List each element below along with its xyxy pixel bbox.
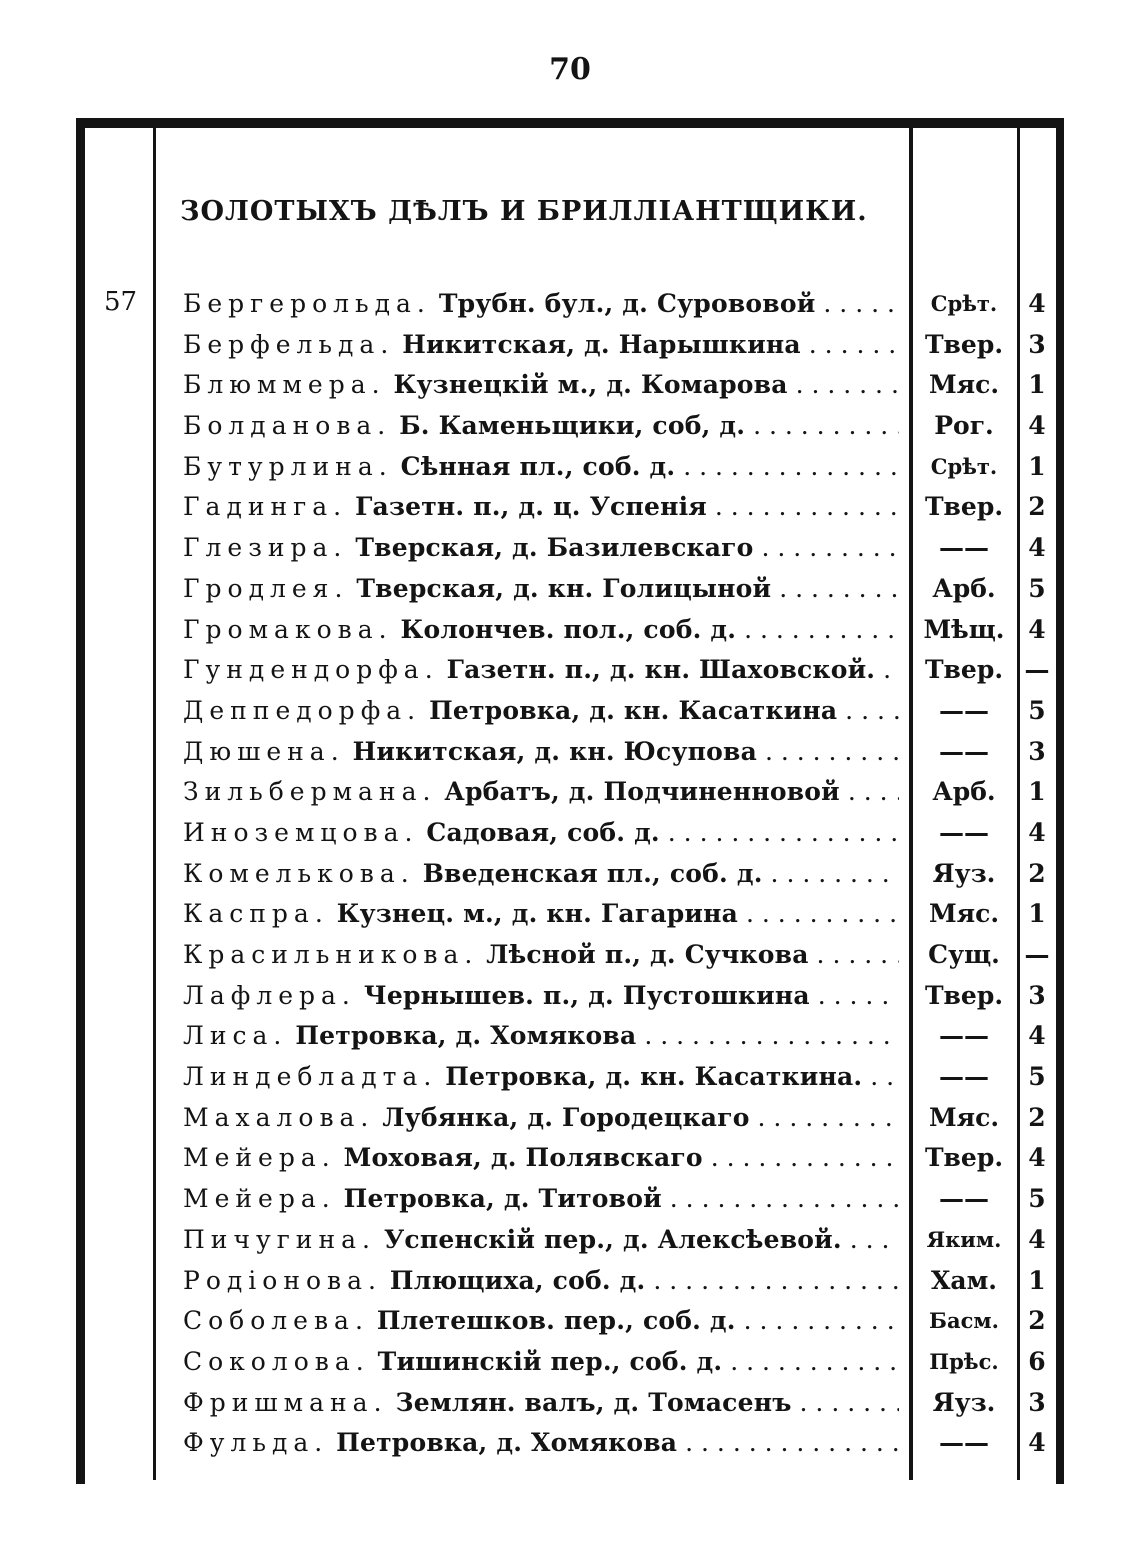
entry-district: Срѣт. bbox=[930, 291, 998, 316]
entry-district: Сущ. bbox=[928, 940, 1000, 969]
entry-district: Яуз. bbox=[932, 1387, 996, 1417]
entry-number: 5 bbox=[1028, 573, 1046, 603]
entry-number: 2 bbox=[1028, 858, 1046, 888]
list-item bbox=[0, 325, 1140, 366]
entry-address: Введенская пл., соб. д. bbox=[422, 858, 763, 888]
entry-text bbox=[183, 284, 899, 324]
entry-number: 3 bbox=[1028, 329, 1046, 359]
entry-surname: Фришмана. bbox=[183, 1387, 388, 1417]
list-item bbox=[0, 528, 1140, 569]
entry-number: 1 bbox=[1028, 370, 1046, 400]
entry-number: 4 bbox=[1028, 289, 1046, 318]
entry-district: Мѣщ. bbox=[923, 614, 1005, 644]
entry-surname: Мейера. bbox=[183, 1184, 336, 1214]
entry-number: 6 bbox=[1028, 1346, 1046, 1376]
list-item bbox=[0, 772, 1140, 813]
entry-surname: Громакова. bbox=[183, 614, 393, 644]
entry-number: 1 bbox=[1028, 899, 1046, 929]
top-rule bbox=[76, 118, 1064, 128]
entry-surname: Родіонова. bbox=[183, 1265, 382, 1295]
entry-number: — bbox=[1024, 655, 1050, 685]
entry-number: 4 bbox=[1028, 1143, 1046, 1173]
entry-surname: Деппедорфа. bbox=[183, 695, 422, 725]
entry-address: Петровка, д. Хомякова bbox=[336, 1428, 678, 1458]
entry-surname: Иноземцова. bbox=[183, 817, 419, 847]
entry-number: 3 bbox=[1028, 736, 1046, 766]
entry-district: Арб. bbox=[932, 573, 996, 603]
entry-text bbox=[183, 528, 899, 568]
entry-district: —— bbox=[939, 695, 989, 725]
margin-marker: 57 bbox=[104, 287, 138, 317]
entry-district: Басм. bbox=[929, 1308, 999, 1334]
entry-district: Срѣт. bbox=[930, 453, 998, 479]
list-item bbox=[0, 447, 1140, 488]
entry-address: Кузнецкій м., д. Комарова bbox=[393, 370, 788, 400]
entry-text bbox=[183, 1057, 899, 1097]
entry-address: Газетн. п., д. кн. Шаховской. bbox=[446, 655, 876, 685]
entry-surname: Каспра. bbox=[183, 899, 329, 929]
list-item bbox=[0, 487, 1140, 528]
entry-number: 4 bbox=[1028, 614, 1046, 644]
entry-surname: Соболева. bbox=[183, 1306, 369, 1336]
entry-address: Сѣнная пл., соб. д. bbox=[400, 451, 676, 481]
list-item bbox=[0, 1057, 1140, 1098]
entry-text bbox=[183, 1383, 899, 1423]
entry-number: 1 bbox=[1028, 1265, 1046, 1295]
entry-address: Петровка, д. Хомякова bbox=[295, 1021, 637, 1051]
list-item bbox=[0, 610, 1140, 651]
entry-district: —— bbox=[939, 533, 989, 563]
entry-surname: Гундендорфа. bbox=[183, 655, 439, 685]
list-item bbox=[0, 1098, 1140, 1139]
entry-text bbox=[183, 1301, 899, 1341]
entry-district: —— bbox=[939, 817, 989, 847]
entry-number: 5 bbox=[1028, 695, 1046, 725]
list-item bbox=[0, 1220, 1140, 1261]
entry-text bbox=[183, 610, 899, 650]
entry-district: Мяс. bbox=[928, 370, 1000, 400]
entry-district: Арб. bbox=[932, 777, 996, 807]
entry-number: 2 bbox=[1028, 492, 1046, 522]
entry-surname: Линдебладта. bbox=[183, 1062, 438, 1092]
entry-surname: Фульда. bbox=[183, 1428, 329, 1458]
entry-district: Яким. bbox=[926, 1226, 1002, 1252]
entry-number: 3 bbox=[1028, 980, 1046, 1010]
entry-address: Плетешков. пер., соб. д. bbox=[376, 1306, 736, 1336]
list-item bbox=[0, 854, 1140, 895]
entry-text bbox=[183, 854, 899, 894]
entry-text bbox=[183, 1016, 899, 1056]
entry-surname: Лафлера. bbox=[183, 980, 356, 1010]
entry-address: Б. Каменьщики, соб, д. bbox=[399, 411, 746, 441]
entry-text bbox=[183, 487, 899, 527]
list-item bbox=[0, 813, 1140, 854]
entry-number: 2 bbox=[1028, 1102, 1046, 1132]
entry-text bbox=[183, 365, 899, 405]
entry-address: Никитская, д. кн. Юсупова bbox=[352, 736, 757, 766]
entry-number: 3 bbox=[1028, 1387, 1046, 1417]
entry-address: Лубянка, д. Городецкаго bbox=[382, 1102, 750, 1132]
list-item bbox=[0, 1423, 1140, 1464]
entry-number: — bbox=[1024, 940, 1050, 969]
entry-text bbox=[183, 447, 899, 487]
entry-address: Кузнец. м., д. кн. Гагарина bbox=[336, 899, 739, 929]
entry-text bbox=[183, 1423, 899, 1463]
entry-address: Садовая, соб. д. bbox=[426, 817, 660, 847]
entry-address: Тверская, д. кн. Голицыной bbox=[356, 573, 772, 603]
entry-surname: Глезира. bbox=[183, 533, 348, 563]
entry-surname: Гродлея. bbox=[183, 573, 349, 603]
entry-number: 4 bbox=[1028, 1428, 1046, 1458]
entry-number: 4 bbox=[1028, 533, 1046, 563]
entry-address: Петровка, д. кн. Касаткина bbox=[429, 695, 838, 725]
list-item bbox=[0, 406, 1140, 447]
entry-address: Никитская, д. Нарышкина bbox=[402, 329, 801, 359]
entry-number: 2 bbox=[1028, 1306, 1046, 1336]
entry-text bbox=[183, 691, 899, 731]
list-item bbox=[0, 894, 1140, 935]
entry-district: Хам. bbox=[930, 1265, 997, 1295]
entry-district: —— bbox=[939, 736, 989, 766]
entry-district: Прѣс. bbox=[929, 1348, 999, 1374]
entry-surname: Пичугина. bbox=[183, 1224, 376, 1254]
entry-address: Плющиха, соб. д. bbox=[389, 1265, 646, 1295]
list-item bbox=[0, 365, 1140, 406]
entry-address: Тишинскій пер., соб. д. bbox=[377, 1346, 723, 1376]
list-item bbox=[0, 1138, 1140, 1179]
entry-district: Мяс. bbox=[928, 1102, 1000, 1132]
entry-surname: Махалова. bbox=[183, 1102, 375, 1132]
entry-district: Твер. bbox=[924, 329, 1004, 359]
directory-list bbox=[0, 284, 1140, 1464]
section-heading: ЗОЛОТЫХЪ ДѢЛЪ И БРИЛЛІАНТЩИКИ. bbox=[180, 196, 868, 227]
entry-surname: Болданова. bbox=[183, 411, 392, 441]
entry-text bbox=[183, 325, 899, 365]
entry-text bbox=[183, 650, 899, 690]
entry-surname: Гадинга. bbox=[183, 492, 348, 522]
list-item bbox=[0, 1301, 1140, 1342]
entry-surname: Бутурлина. bbox=[183, 451, 393, 481]
entry-district: Твер. bbox=[924, 980, 1004, 1010]
entry-number: 5 bbox=[1028, 1062, 1046, 1092]
entry-text bbox=[183, 1342, 899, 1382]
entry-text bbox=[183, 894, 899, 934]
list-item bbox=[0, 1261, 1140, 1302]
entry-number: 4 bbox=[1028, 1224, 1046, 1254]
entry-text bbox=[183, 1179, 899, 1219]
entry-district: Рог. bbox=[934, 411, 994, 441]
entry-address: Колончев. пол., соб. д. bbox=[400, 614, 737, 644]
entry-number: 4 bbox=[1028, 817, 1046, 847]
entry-address: Петровка, д. кн. Касаткина. bbox=[445, 1062, 863, 1092]
list-item bbox=[0, 691, 1140, 732]
entry-district: —— bbox=[939, 1021, 989, 1051]
entry-surname: Дюшена. bbox=[183, 736, 345, 766]
entry-district: —— bbox=[939, 1062, 989, 1092]
entry-address: Моховая, д. Полявскаго bbox=[343, 1143, 703, 1173]
list-item bbox=[0, 569, 1140, 610]
entry-text bbox=[183, 935, 899, 975]
entry-district: Твер. bbox=[924, 492, 1004, 522]
entry-address: Газетн. п., д. ц. Успенія bbox=[355, 492, 707, 522]
entry-district: Мяс. bbox=[928, 899, 1000, 929]
entry-text bbox=[183, 813, 899, 853]
entry-number: 1 bbox=[1028, 777, 1046, 807]
entry-text bbox=[183, 732, 899, 772]
entry-address: Успенскій пер., д. Алексѣевой. bbox=[383, 1224, 842, 1254]
entry-surname: Мейера. bbox=[183, 1143, 336, 1173]
entry-address: Арбатъ, д. Подчиненновой bbox=[444, 777, 840, 807]
entry-district: —— bbox=[939, 1428, 989, 1458]
list-item bbox=[0, 1016, 1140, 1057]
entry-text bbox=[183, 569, 899, 609]
entry-address: Трубн. бул., д. Сурововой bbox=[438, 289, 816, 318]
list-item bbox=[0, 284, 1140, 325]
entry-surname: Зильбермана. bbox=[183, 777, 437, 807]
page-number: 70 bbox=[549, 52, 591, 87]
entry-address: Лѣсной п., д. Сучкова bbox=[486, 940, 809, 969]
entry-address: Тверская, д. Базилевскаго bbox=[355, 533, 754, 563]
entry-address: Землян. валъ, д. Томасенъ bbox=[395, 1387, 792, 1417]
entry-surname: Красильникова. bbox=[183, 940, 479, 969]
entry-text bbox=[183, 1138, 899, 1178]
entry-surname: Бергерольда. bbox=[183, 289, 431, 318]
entry-surname: Блюммера. bbox=[183, 370, 386, 400]
list-item bbox=[0, 935, 1140, 976]
entry-district: Твер. bbox=[924, 655, 1004, 685]
entry-address: Чернышев. п., д. Пустошкина bbox=[363, 980, 810, 1010]
entry-district: Яуз. bbox=[932, 858, 996, 888]
entry-text bbox=[183, 1098, 899, 1138]
entry-text bbox=[183, 1220, 899, 1260]
entry-surname: Комелькова. bbox=[183, 858, 415, 888]
list-item bbox=[0, 1179, 1140, 1220]
entry-number: 1 bbox=[1028, 451, 1046, 481]
list-item bbox=[0, 1383, 1140, 1424]
entry-district: —— bbox=[939, 1184, 989, 1214]
entry-text bbox=[183, 772, 899, 812]
list-item bbox=[0, 1342, 1140, 1383]
entry-surname: Лиса. bbox=[183, 1021, 288, 1051]
entry-surname: Берфельда. bbox=[183, 329, 395, 359]
entry-number: 4 bbox=[1028, 411, 1046, 441]
entry-surname: Соколова. bbox=[183, 1346, 370, 1376]
entry-address: Петровка, д. Титовой bbox=[343, 1184, 662, 1214]
entry-number: 5 bbox=[1028, 1184, 1046, 1214]
list-item bbox=[0, 732, 1140, 773]
entry-text bbox=[183, 406, 899, 446]
entry-text bbox=[183, 976, 899, 1016]
list-item bbox=[0, 976, 1140, 1017]
entry-text bbox=[183, 1261, 899, 1301]
entry-district: Твер. bbox=[924, 1143, 1004, 1173]
list-item bbox=[0, 650, 1140, 691]
entry-number: 4 bbox=[1028, 1021, 1046, 1051]
